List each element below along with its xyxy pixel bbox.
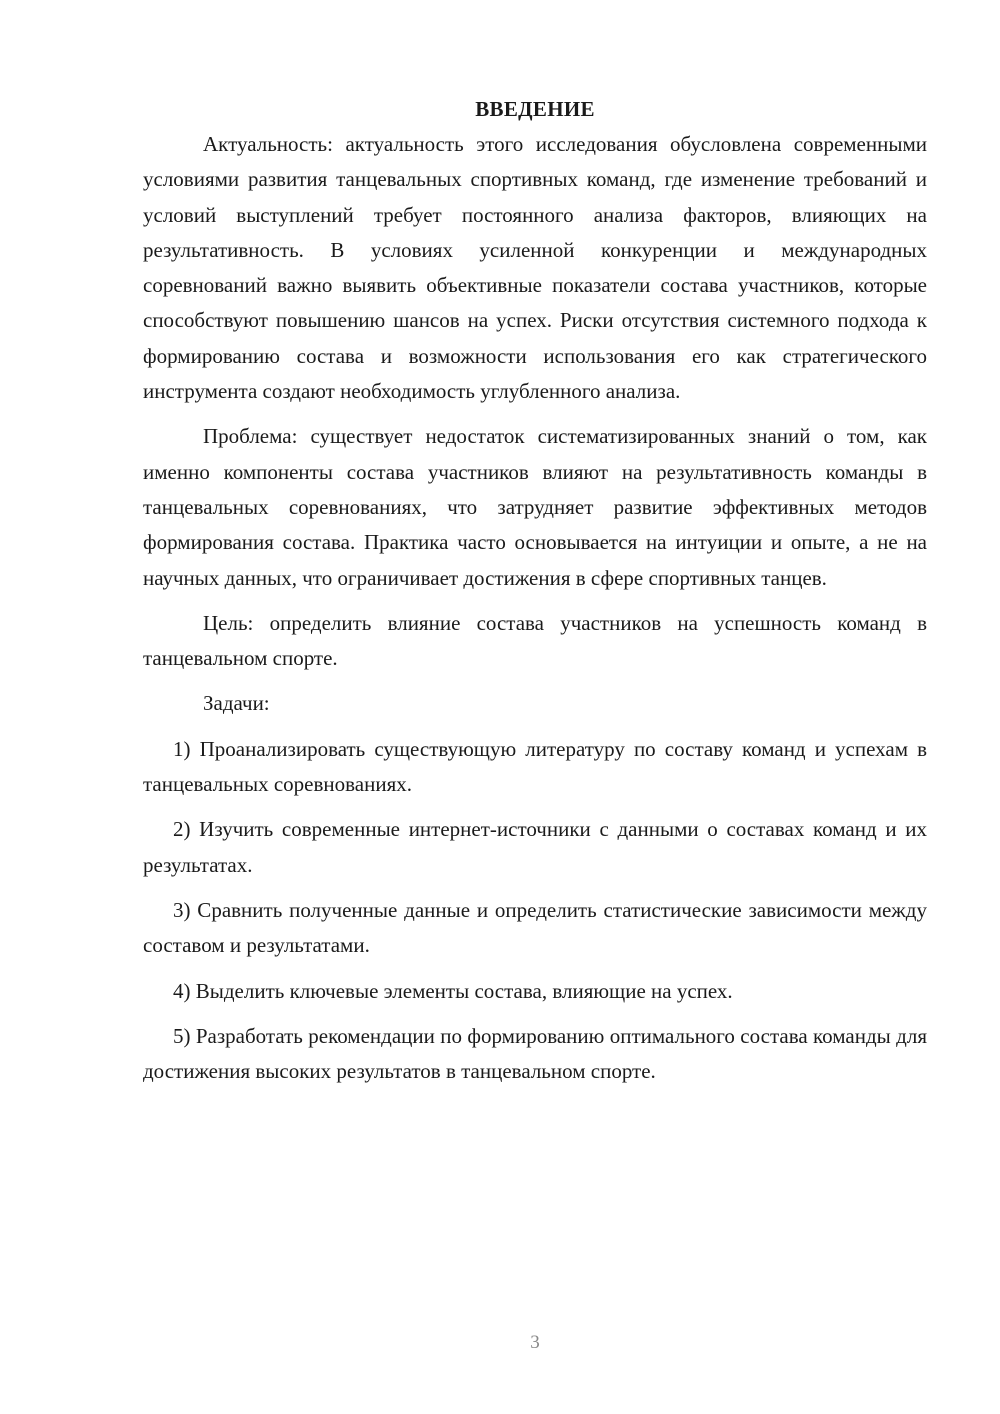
paragraph-goal: Цель: определить влияние состава участников на успешность команд в танцевальном спорте. [143,610,927,671]
paragraph-relevance: Актуальность: актуальность этого исследования обусловлена современными условиями развития танцевальных спортивных команд, где изменение требований и условий выступлений требует постоянного анализа факторов, влияющих на результативность. В условиях усиленной конкуренции и международных соревнований важно выявить объективные показатели состава участников, которые способствуют повышению шансов на успех. Риски отсутствия системного подхода к формированию состава и возможности использования его как стратегического инструмента создают необходимость углубленного анализа. [143,132,927,404]
paragraph-problem: Проблема: существует недостаток систематизированных знаний о том, как именно компоненты состава участников влияют на результативность команды в танцевальных соревнованиях, что затрудняет развитие эффективных методов формирования состава. Практика часто основывается на интуиции и опыте, а не на научных данных, что ограничивает достижения в сфере спортивных танцев. [143,424,927,590]
paragraph-tasks-heading: Задачи: [203,691,270,716]
section-title: ВВЕДЕНИЕ [475,97,595,121]
task-item-2: 2) Изучить современные интернет-источники с данными о составах команд и их результатах. [143,817,927,877]
task-item-4: 4) Выделить ключевые элементы состава, влияющие на успех. [173,978,733,1003]
task-item-1: 1) Проанализировать существующую литературу по составу команд и успехам в танцевальных соревнованиях. [143,736,927,797]
document-page [143,92,927,1089]
page-number: 3 [530,1332,540,1353]
task-item-3: 3) Сравнить полученные данные и определить статистические зависимости между составом и результатами. [143,897,927,958]
task-item-5: 5) Разработать рекомендации по формированию оптимального состава команды для достижения высоких результатов в танцевальном спорте. [143,1023,927,1084]
